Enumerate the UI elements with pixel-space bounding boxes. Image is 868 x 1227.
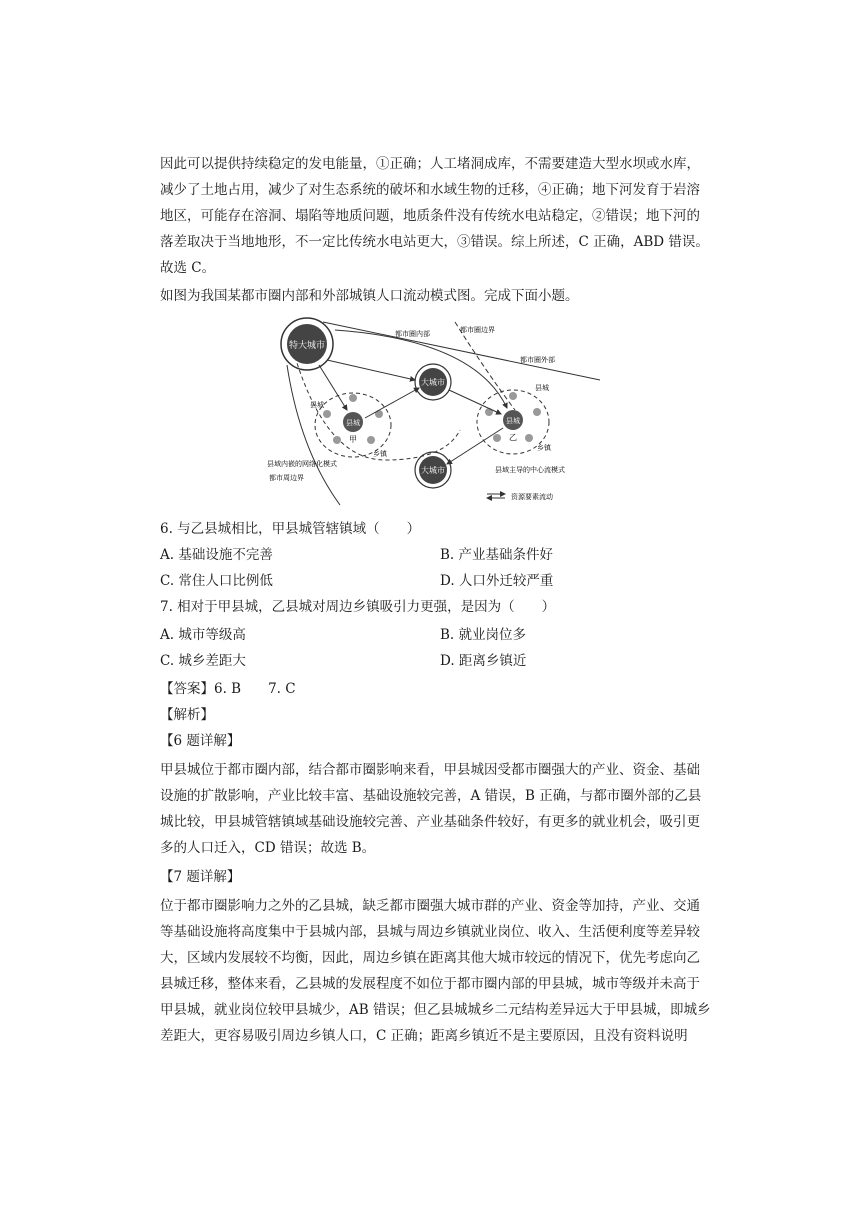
prev-explanation-line-3: 地区，可能存在溶洞、塌陷等地质问题，地质条件没有传统水电站稳定，②错误；地下河的 (160, 208, 700, 224)
township-label-right: 乡镇 (537, 444, 551, 452)
answer-line: 【答案】6. B 7. C (160, 681, 296, 697)
county-yi-label: 县城 (506, 417, 520, 425)
q6-option-b: B. 产业基础条件好 (440, 547, 554, 563)
q6-option-d: D. 人口外迁较严重 (440, 573, 554, 589)
q7-option-c: C. 城乡差距大 (160, 653, 246, 669)
megacity-label: 特大城市 (288, 341, 326, 351)
q7-option-a: A. 城市等级高 (160, 627, 246, 643)
prev-explanation-line-5: 故选 C。 (160, 260, 216, 276)
boundary-label: 都市圈边界 (460, 326, 495, 334)
q6-stem: 6. 与乙县城相比，甲县城管辖镇域（ ） (160, 521, 421, 537)
outer-area-label: 都市圈外部 (520, 356, 555, 364)
q7-stem: 7. 相对于甲县城，乙县城对周边乡镇吸引力更强，是因为（ ） (160, 599, 556, 615)
county-jia-label: 县城 (346, 419, 360, 427)
township-label-left: 乡镇 (373, 450, 387, 458)
county-label-left: 县城 (310, 401, 324, 409)
county-label-right: 县城 (535, 384, 549, 392)
legend (487, 492, 553, 501)
q6-option-a: A. 基础设施不完善 (160, 547, 273, 563)
prev-explanation-line-2: 减少了土地占用，减少了对生态系统的破坏和水域生物的迁移，④正确；地下河发育于岩溶 (160, 182, 700, 198)
prev-explanation-line-1: 因此可以提供持续稳定的发电能量，①正确；人工堵洞成库，不需要建造大型水坝或水库， (160, 156, 700, 172)
metro-edge-label: 都市周边界 (269, 474, 304, 482)
center-mode-label: 县域主导的中心流模式 (495, 466, 565, 474)
analysis-label: 【解析】 (160, 707, 214, 723)
intro-text: 如图为我国某都市圈内部和外部城镇人口流动模式图。完成下面小题。 (160, 288, 579, 304)
detail6-label: 【6 题详解】 (160, 733, 241, 749)
large-city-label-2: 大城市 (421, 466, 445, 475)
inner-area-label: 都市圈内部 (395, 330, 430, 338)
large-city-label-1: 大城市 (421, 378, 445, 387)
detail7-label: 【7 题详解】 (160, 869, 241, 885)
detail6-text: 甲县城位于都市圈内部，结合都市圈影响来看，甲县城因受都市圈强大的产业、资金、基础设施的扩散影响，产业比较丰富、基础设施较完善，A 错误，B 正确，与都市圈外部的乙县城比较，甲县城管辖镇域基础设施较完善、产业基础条件较好，有更多的就业机会，吸引更多的人口迁入，CD 错误；故选 B。 (160, 762, 702, 856)
label-jia: 甲 (349, 435, 357, 444)
label-yi: 乙 (509, 433, 517, 442)
detail7-text: 位于都市圈影响力之外的乙县城，缺乏都市圈强大城市群的产业、资金等加持，产业、交通等基础设施将高度集中于县城内部，县城与周边乡镇就业岗位、收入、生活便利度等差异较大，区域内发展较不均衡，因此，周边乡镇在距离其他大城市较远的情况下，优先考虑向乙县城迁移，整体来看，乙县城的发展程度不如位于都市圈内部的甲县城，城市等级并未高于甲县城，就业岗位较甲县城少，AB 错误；但乙县城城乡二元结构差异远大于甲县城，即城乡差距大，更容易吸引周边乡镇人口，C 正确；距离乡镇近不是主要原因，且没有资料说明 (160, 898, 711, 1044)
q7-option-d: D. 距离乡镇近 (440, 653, 527, 669)
q7-option-b: B. 就业岗位多 (440, 627, 527, 643)
q6-option-c: C. 常住人口比例低 (160, 573, 273, 589)
network-mode-label: 县域内嵌的网络化模式 (267, 460, 337, 468)
legend-label: 资源要素流动 (511, 493, 553, 501)
population-flow-diagram (255, 310, 605, 510)
prev-explanation-line-4: 落差取决于当地地形，不一定比传统水电站更大，③错误。综上所述，C 正确，ABD 错误。 (160, 234, 709, 250)
